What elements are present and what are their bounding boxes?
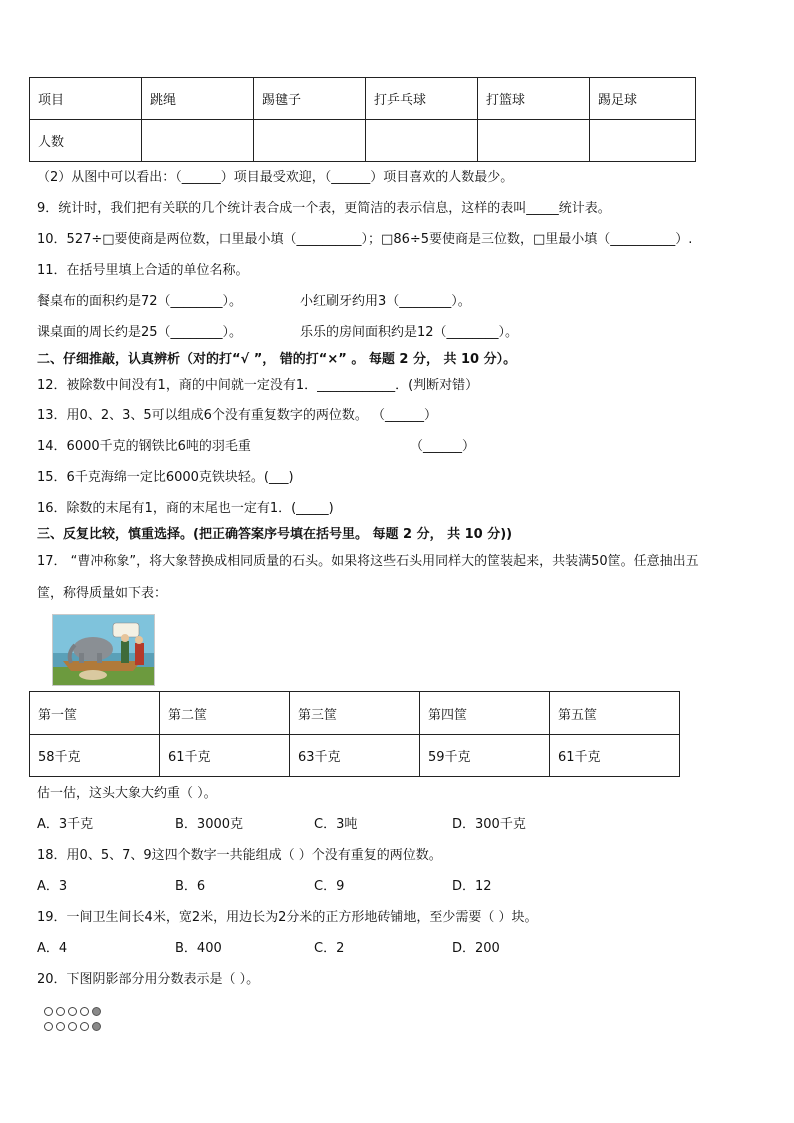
circle-icon — [68, 1022, 77, 1031]
table-cell: 打篮球 — [478, 78, 590, 120]
cao-chong-elephant-illustration — [52, 614, 155, 686]
table-cell: 58千克 — [30, 735, 160, 777]
option-d: D．300千克 — [452, 817, 526, 832]
table-cell — [366, 120, 478, 162]
circle-row-1 — [44, 1005, 104, 1020]
question-12: 12．被除数中间没有1，商的中间就一定没有1．____________．(判断对错） — [37, 378, 479, 393]
shaded-circle-icon — [92, 1007, 101, 1016]
question-8-part-2: （2）从图中可以看出：（______）项目最受欢迎，（______）项目喜欢的人数最少。 — [37, 170, 514, 185]
option-a: A．4 — [37, 941, 68, 956]
sports-survey-table — [29, 77, 696, 162]
section-3-heading: 三、反复比较，慎重选择。(把正确答案序号填在括号里。 每题 2 分， 共 10 分)) — [37, 527, 513, 542]
table-cell: 跳绳 — [142, 78, 254, 120]
option-c: C．3吨 — [314, 817, 358, 832]
basket-weight-table — [29, 691, 680, 777]
question-14-blank: （______） — [410, 439, 476, 454]
question-17-line-2: 筐，称得质量如下表： — [37, 586, 168, 601]
shaded-circle-icon — [92, 1022, 101, 1031]
table-cell: 人数 — [30, 120, 142, 162]
table-cell: 61千克 — [550, 735, 680, 777]
question-9: 9．统计时，我们把有关联的几个统计表合成一个表，更简洁的表示信息，这样的表叫_____统计表。 — [37, 201, 611, 216]
table-cell: 61千克 — [160, 735, 290, 777]
table-cell — [142, 120, 254, 162]
circle-icon — [68, 1007, 77, 1016]
table-cell: 63千克 — [290, 735, 420, 777]
table-header-row — [30, 78, 696, 120]
option-c: C．9 — [314, 879, 345, 894]
option-d: D．12 — [452, 879, 492, 894]
question-18: 18．用0、5、7、9这四个数字一共能组成（ ）个没有重复的两位数。 — [37, 848, 442, 863]
table-row — [30, 735, 680, 777]
table-cell: 踢毽子 — [254, 78, 366, 120]
table-cell: 项目 — [30, 78, 142, 120]
question-19: 19．一间卫生间长4米，宽2米，用边长为2分米的正方形地砖铺地，至少需要（ ）块。 — [37, 910, 538, 925]
table-cell: 第五筐 — [550, 692, 680, 735]
question-11: 11．在括号里填上合适的单位名称。 — [37, 263, 249, 278]
circle-row-2 — [44, 1020, 104, 1035]
circle-icon — [44, 1022, 53, 1031]
question-17-estimate: 估一估，这头大象大约重（ ）。 — [37, 786, 217, 801]
question-15: 15．6千克海绵一定比6000克铁块轻。(___) — [37, 470, 294, 485]
table-cell — [254, 120, 366, 162]
circle-icon — [44, 1007, 53, 1016]
table-cell: 第二筐 — [160, 692, 290, 735]
option-b: B．400 — [175, 941, 222, 956]
circle-icon — [56, 1007, 65, 1016]
section-2-heading: 二、仔细推敲，认真辨析（对的打“√ ”， 错的打“×” 。 每题 2 分， 共 10 分）。 — [37, 352, 517, 367]
table-header-row — [30, 692, 680, 735]
question-13: 13．用0、2、3、5可以组成6个没有重复数字的两位数。 （______） — [37, 408, 438, 423]
table-cell: 59千克 — [420, 735, 550, 777]
question-14: 14．6000千克的钢铁比6吨的羽毛重 — [37, 439, 251, 454]
table-cell — [590, 120, 696, 162]
option-b: B．6 — [175, 879, 206, 894]
table-cell: 第三筐 — [290, 692, 420, 735]
option-c: C．2 — [314, 941, 345, 956]
question-10: 10．527÷□要使商是两位数，口里最小填（__________）；□86÷5要使商是三位数，□里最小填（__________）. — [37, 232, 693, 247]
table-row — [30, 120, 696, 162]
table-cell: 打乒乓球 — [366, 78, 478, 120]
question-11-item-c: 课桌面的周长约是25（________）。 — [37, 325, 243, 340]
option-a: A．3千克 — [37, 817, 94, 832]
table-cell: 第四筐 — [420, 692, 550, 735]
table-cell: 第一筐 — [30, 692, 160, 735]
table-cell — [478, 120, 590, 162]
option-a: A．3 — [37, 879, 68, 894]
question-11-item-d: 乐乐的房间面积约是12（________）。 — [300, 325, 519, 340]
circle-icon — [80, 1007, 89, 1016]
question-16: 16．除数的末尾有1，商的末尾也一定有1．(_____) — [37, 501, 334, 516]
circle-icon — [80, 1022, 89, 1031]
question-11-item-b: 小红刷牙约用3（________）。 — [300, 294, 471, 309]
circle-icon — [56, 1022, 65, 1031]
question-11-item-a: 餐桌布的面积约是72（________）。 — [37, 294, 243, 309]
table-cell: 踢足球 — [590, 78, 696, 120]
question-17-line-1: 17． “曹冲称象”，将大象替换成相同质量的石头。如果将这些石头用同样大的筐装起来，共装满50筐。任意抽出五 — [37, 554, 699, 569]
option-d: D．200 — [452, 941, 500, 956]
question-20: 20．下图阴影部分用分数表示是（ ）。 — [37, 972, 260, 987]
option-b: B．3000克 — [175, 817, 244, 832]
